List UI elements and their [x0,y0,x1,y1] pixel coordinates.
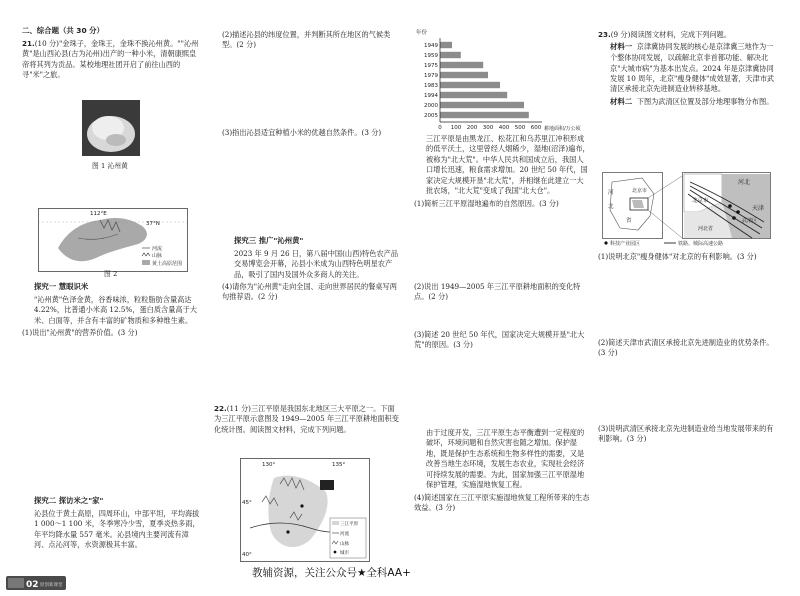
farmland-chart [414,26,581,138]
legend-river-2: 河流 [340,532,349,537]
legend-river: 河流 [152,246,163,252]
sanjiang-material: 三江平原是由黑龙江、松花江和乌苏里江冲积形成的低平沃土，这里曾经人烟稀少，湿地(沼泽)遍布，被称为"北大荒"。中华人民共和国成立后，我国人口增长迅速，粮食需求增加。20 世纪 50 年代，国家决定大规模开垦"北大荒"，并相继在此建立一大批农场，"北大荒"变成了我国"北大仓"。 [426,134,590,196]
x-tick-500: 500 [514,125,526,131]
year-label-1959: 1959 [424,53,438,59]
bar-1979 [440,72,488,78]
bar-1975 [440,62,483,68]
explore2-title: 探究二 探访米之"家" [34,496,104,505]
q23-intro [598,30,780,40]
year-label-1975: 1975 [424,63,438,69]
qinxian-map [38,208,188,272]
year-label-1979: 1979 [424,73,438,79]
q21-1: (1)说出"沁州黄"的营养价值。(3 分) [22,328,138,338]
bar-1983 [440,82,500,88]
col3-material [414,134,590,211]
q21-4: (4)请你为"沁州黄"走向全国、走向世界居民的餐桌写两句推荐语。(2 分) [222,282,397,302]
legend-mountain-2: 山脉 [340,542,349,547]
x-tick-400: 400 [498,125,510,131]
bar-2005 [440,112,529,118]
col3-material2 [414,428,590,516]
page-number: 02 [26,580,39,590]
material1-text: 京津冀协同发展的核心是京津冀三地作为一个整体协同发展，以疏解北京非首都功能、解决北京"大城市病"为基本出发点。2024 年是京津冀协同发展 10 周年，北京"瘦身健体"成效显著，天津市武清区承接北京先进制造业转移基地。 [610,42,775,94]
explore3-title: 探究三 推广"沁州黄" [234,236,304,245]
chart-xlabel: 耕地面积/万公顷 [544,126,581,132]
q21-2: (2)描述沁县的纬度位置，并判断其所在地区的气候类型。(2 分) [222,30,391,50]
wuqing-map [602,172,772,246]
sanjiang-map [240,458,370,562]
map-lon-130: 130° [262,462,276,468]
footer-label: 原创新课堂 [40,583,63,588]
bar-2000 [440,102,524,108]
wetland-material: 由于过度开发，三江平原生态平衡遭到一定程度的破坏，环境问题和自然灾害也随之增加。保护湿地，既是保护生态系统和生物多样性的需要，又是改善当地生态环境，发展生态农业，实现社会经济可持续发展的需要。为此，国家加强三江平原湿地保护管理，实施湿地恢复工程。 [426,428,585,490]
legend-park: 科技产业园区 [610,241,641,247]
q22-3-block [414,330,590,353]
chart-ylabel: 年份 [416,30,428,36]
explore3-text: 2023 年 9 月 26 日，第八届中国(山西)特色农产品交易博览会开幕，沁县小米成为山西特色明星农产品，吸引了国内及国外众多商人的关注。 [234,248,399,279]
q21-3: (3)指出沁县适宜种植小米的优越自然条件。(3 分) [222,128,382,137]
material2 [598,97,780,108]
legend-rail: 铁路、城际高速公路 [678,241,724,247]
section-title: 二、综合题（共 30 分） [22,26,104,35]
map-tianjin: 天津 [752,205,765,212]
material1-label: 材料一 [610,42,633,52]
millet-photo [82,100,140,156]
x-tick-200: 200 [466,125,478,131]
q22-1: (1)简析三江平原湿地遍布的自然原因。(3 分) [414,198,559,208]
q22-4: (4)简述国家在三江平原实施湿地恢复工程所带来的生态效益。(3 分) [414,492,590,513]
legend-sanjiang: 三江平原 [340,522,358,527]
q22-3: (3)简述 20 世纪 50 年代，国家决定大规模开垦"北大荒"的原因。(3 分) [414,330,585,350]
column-2-top [222,30,400,53]
map-latitude-label: 37°N [146,221,160,227]
q23-2-block [598,338,778,361]
bar-1994 [440,92,507,98]
q23-1-block [598,252,778,264]
page-footer [6,576,66,590]
year-label-2005: 2005 [424,113,438,119]
explore3-block [222,236,400,305]
bar-1949 [440,42,452,48]
explore1-text: "沁州黄"色泽金黄，谷香味浓，粒粒脂肪含量高达 4.22%，比普通小米高 12.5%，蛋白质含量高于大米、白面等，并含有丰富的矿物质和多种维生素。 [34,294,197,325]
legend-mountain: 山脉 [152,253,163,259]
q23-1: (1)说明北京"瘦身健体"对北京的有利影响。(3 分) [598,252,757,261]
bottom-banner: 教辅资源，关注公众号★全科AA+ [252,567,411,579]
q22-2-block [414,282,590,305]
q21-intro [22,39,202,81]
explore2-block [22,496,200,552]
q22-number: 22. [214,404,227,413]
map-lat-40: 40° [242,552,252,558]
map-province: 省 [626,218,632,224]
map-wuqing: 武清区 [742,218,758,224]
q23-3: (3)说明武清区承接北京先进制造业给当地发展带来的有利影响。(3 分) [598,424,774,444]
map-beijing-small: 北京市 [632,188,648,194]
q22-2: (2)说出 1949—2005 年三江平原耕地面积的变化特点。(2 分) [414,282,581,302]
explore1-block [22,282,200,340]
map-beijing: 北京市 [692,198,709,204]
material2-label: 材料二 [610,96,633,106]
x-tick-100: 100 [450,125,462,131]
fig2-caption: 图 2 [104,270,118,278]
map-he: 河 [608,190,614,196]
q23-number: 23. [598,30,611,39]
x-tick-600: 600 [530,125,542,131]
map-hebei-province: 河北省 [698,226,714,232]
year-label-1994: 1994 [424,93,438,99]
material2-text: 下图为武清区位置及部分地理事物分布图。 [636,96,774,106]
explore1-title: 探究一 慧眼识米 [34,282,89,291]
q22-text: (11 分)三江平原是我国东北地区三大平原之一。下面为三江平原示意图及 1949—2005 年三江平原耕地面积变化统计图。阅读图文材料，完成下列问题。 [214,404,399,434]
q21-text: (10 分)"金珠子，金珠王，金珠不换沁州黄。""沁州黄"是山西沁县(古为沁州)出产的一种小米，清朝康熙皇帝将其列为贡品。某校地理社团开启了前往山西的寻"米"之旅。 [22,38,199,80]
q23-3-block [598,424,778,447]
x-tick-0: 0 [438,125,442,131]
q23-text: (9 分)阅读图文材料，完成下列问题。 [610,30,732,39]
q22-block [214,404,400,437]
column-4 [598,30,780,110]
map-longitude-label: 112°E [90,211,107,217]
material1 [598,42,780,94]
fig1-caption: 图 1 沁州黄 [92,162,128,170]
legend-city: 城市 [340,551,349,556]
year-label-1983: 1983 [424,83,438,89]
q22-intro [214,404,400,435]
q21-3-block [222,128,400,140]
explore2-text: 沁县位于黄土高原，四周环山，中部平坦，平均海拔 1 000～1 100 米，冬季寒冷少雪，夏季炎热多雨，年平均降水量 557 毫米。沁县境内主要河流有漳河、点沁河等，水资源极其丰富。 [34,508,200,550]
year-label-2000: 2000 [424,103,438,109]
q21-number: 21. [22,38,35,48]
legend-loess: 黄土高原范围 [152,261,183,267]
year-label-1949: 1949 [424,43,438,49]
map-lat-45: 45° [242,500,252,506]
map-lon-135: 135° [332,462,346,468]
map-hebei: 河北 [738,179,751,186]
map-bei: 北 [608,204,614,210]
bar-1959 [440,52,461,58]
column-1 [22,26,202,82]
x-tick-300: 300 [482,125,494,131]
q23-2: (2)简述天津市武清区承接北京先进制造业的优势条件。(3 分) [598,338,774,358]
